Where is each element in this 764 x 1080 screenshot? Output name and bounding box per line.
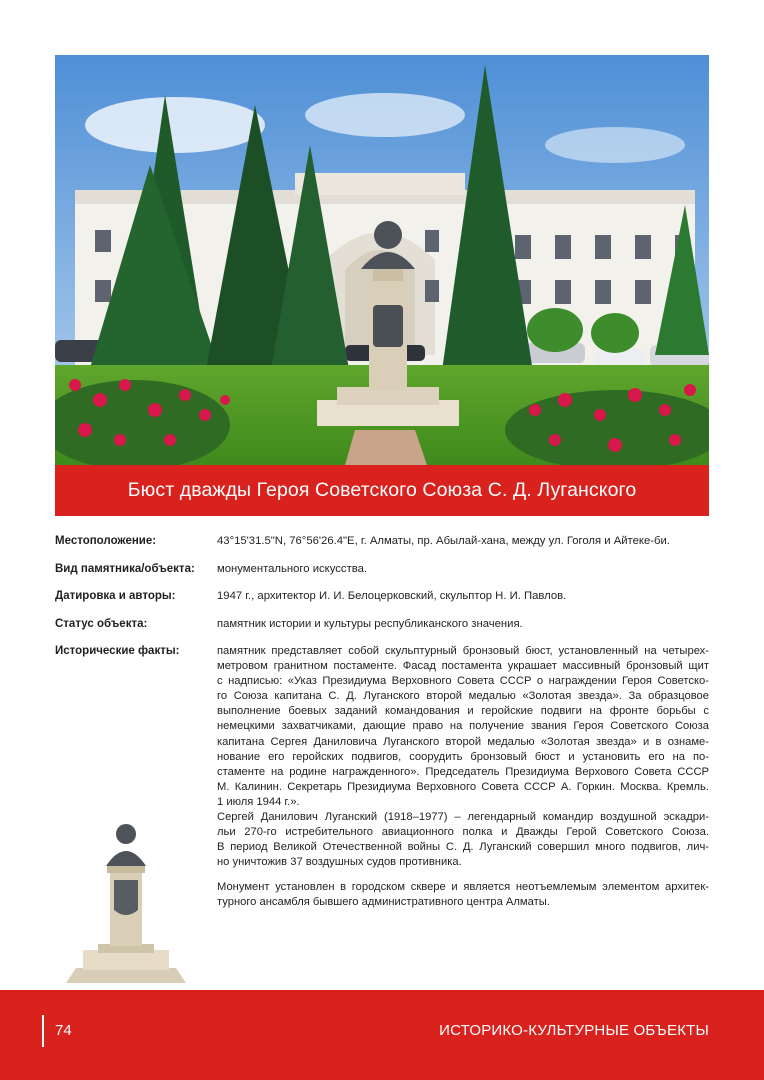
- text-line: с надписью: «Указ Президиума Верховного Совета СССР о награждении Героя Советско-: [217, 675, 709, 688]
- facts-paragraph-1: [217, 644, 709, 810]
- text-line: турного ансамбля бывшего административного центра Алматы.: [217, 896, 550, 909]
- text-line: метровом гранитном постаменте. Фасад постамента украшает массивный бронзовый щит: [217, 660, 709, 673]
- text-line: выполнение боевых заданий командования и геройские подвиги на фронте борьбы с: [217, 705, 709, 718]
- text-line: памятник представляет собой скульптурный бронзовый бюст, установленный на четырех-: [217, 645, 709, 657]
- facts-paragraph-3: [217, 880, 709, 910]
- field-label: Исторические факты:: [55, 645, 180, 657]
- text-line: го Союза капитана С. Д. Луганского второй медалью «Золотая звезда». За образцовое: [217, 690, 709, 703]
- text-line: В период Великой Отечественной войны С. Д. Луганский совершил много подвигов, лич-: [217, 841, 709, 854]
- footer-divider: [42, 1015, 44, 1047]
- monument-title: Бюст дважды Героя Советского Союза С. Д. Луганского: [55, 465, 709, 516]
- field-value: памятник истории и культуры республиканского значения.: [217, 618, 523, 630]
- field-value: 1947 г., архитектор И. И. Белоцерковский, скульптор Н. И. Павлов.: [217, 590, 567, 602]
- text-line: льи 270-го истребительного авиационного полка и Дважды Герой Советского Союза.: [217, 826, 709, 839]
- text-line: стаменте на родине награжденного». Председатель Президиума Верхового Совета СССР: [217, 765, 709, 778]
- monument-thumbnail: [58, 818, 193, 988]
- field-value: монументального искусства.: [217, 563, 368, 575]
- section-title: ИСТОРИКО-КУЛЬТУРНЫЕ ОБЪЕКТЫ: [439, 1022, 709, 1039]
- page-footer: [0, 990, 764, 1080]
- facts-paragraph-2: [217, 810, 709, 870]
- text-line: М. Калинин. Секретарь Президиума Верховного Совета СССР А. Горкин. Москва. Кремль.: [217, 780, 709, 793]
- text-line: капитана Сергея Даниловича Луганского второй медалью «Золотая звезда» и в ознаме-: [217, 735, 709, 748]
- field-label: Вид памятника/объекта:: [55, 563, 195, 575]
- text-line: немецкими захватчиками, дающие право на получение звания Героя Советского Союза: [217, 720, 709, 733]
- text-line: Монумент установлен в городском сквере и является неотъемлемым элементом архитек-: [217, 881, 709, 893]
- field-label: Статус объекта:: [55, 618, 148, 630]
- text-line: но уничтожив 37 воздушных судов противника.: [217, 856, 462, 869]
- field-value: 43°15'31.5"N, 76°56'26.4"E, г. Алматы, пр. Абылай-хана, между ул. Гоголя и Айтеке-би.: [217, 535, 670, 547]
- monument-photo: [55, 55, 709, 465]
- text-line: 1 июля 1944 г.».: [217, 795, 300, 808]
- text-line: Сергей Данилович Луганский (1918–1977) – легендарный командир воздушной эскадри-: [217, 811, 709, 823]
- field-label: Местоположение:: [55, 535, 157, 547]
- text-line: нование его геройских подвигов, соорудить бронзовый бюст и установить его на по-: [217, 750, 709, 763]
- page-number: 74: [55, 1022, 72, 1039]
- field-label: Датировка и авторы:: [55, 590, 176, 602]
